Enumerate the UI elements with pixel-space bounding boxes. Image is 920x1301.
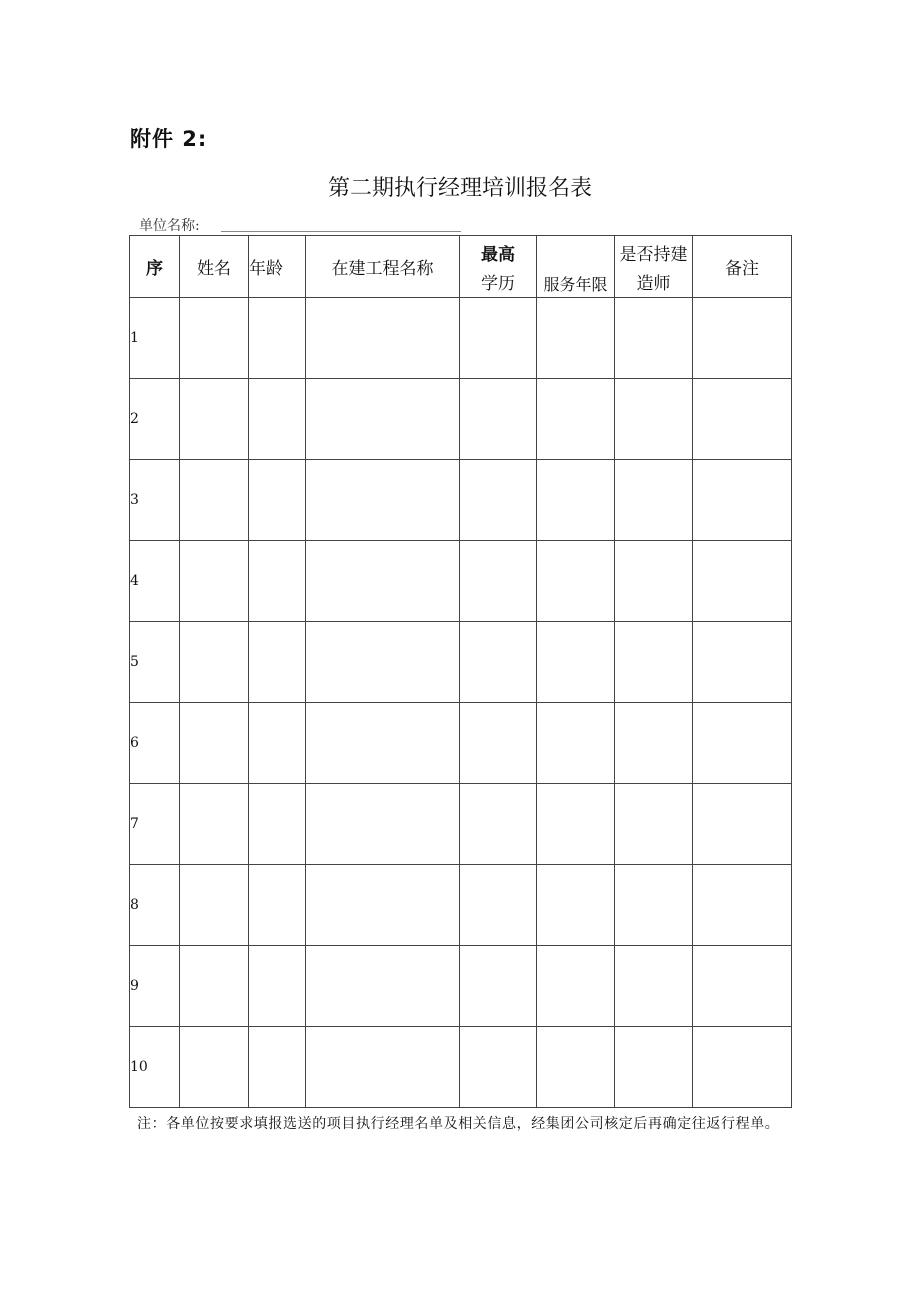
table-row xyxy=(130,784,792,865)
constructor-cell[interactable] xyxy=(615,703,693,784)
project-cell[interactable] xyxy=(306,946,460,1027)
age-cell[interactable] xyxy=(249,784,306,865)
service-years-cell[interactable] xyxy=(537,379,615,460)
constructor-cell[interactable] xyxy=(615,946,693,1027)
age-cell[interactable] xyxy=(249,703,306,784)
name-cell[interactable] xyxy=(180,622,249,703)
education-cell[interactable] xyxy=(460,703,537,784)
project-cell[interactable] xyxy=(306,541,460,622)
service-years-cell[interactable] xyxy=(537,460,615,541)
header-constructor: 是否持建 造师 xyxy=(615,236,693,298)
project-cell[interactable] xyxy=(306,379,460,460)
row-number: 1 xyxy=(130,298,180,379)
constructor-cell[interactable] xyxy=(615,622,693,703)
name-cell[interactable] xyxy=(180,1027,249,1108)
education-cell[interactable] xyxy=(460,784,537,865)
table-row xyxy=(130,541,792,622)
table-row xyxy=(130,703,792,784)
project-cell[interactable] xyxy=(306,784,460,865)
education-cell[interactable] xyxy=(460,541,537,622)
remarks-cell[interactable] xyxy=(693,784,792,865)
row-number: 8 xyxy=(130,865,180,946)
project-cell[interactable] xyxy=(306,703,460,784)
age-cell[interactable] xyxy=(249,1027,306,1108)
project-cell[interactable] xyxy=(306,622,460,703)
name-cell[interactable] xyxy=(180,541,249,622)
constructor-cell[interactable] xyxy=(615,784,693,865)
row-number: 9 xyxy=(130,946,180,1027)
education-cell[interactable] xyxy=(460,1027,537,1108)
constructor-cell[interactable] xyxy=(615,460,693,541)
header-name: 姓名 xyxy=(180,236,249,298)
header-age: 年龄 xyxy=(249,236,306,298)
table-row xyxy=(130,865,792,946)
service-years-cell[interactable] xyxy=(537,946,615,1027)
table-row xyxy=(130,298,792,379)
service-years-cell[interactable] xyxy=(537,1027,615,1108)
service-years-cell[interactable] xyxy=(537,622,615,703)
remarks-cell[interactable] xyxy=(693,379,792,460)
project-cell[interactable] xyxy=(306,460,460,541)
education-cell[interactable] xyxy=(460,946,537,1027)
footnote: 注：各单位按要求填报选送的项目执行经理名单及相关信息，经集团公司核定后再确定往返行程单。 xyxy=(137,1116,780,1132)
row-number: 10 xyxy=(130,1027,180,1108)
header-row xyxy=(130,236,792,298)
service-years-cell[interactable] xyxy=(537,298,615,379)
table-row xyxy=(130,622,792,703)
remarks-cell[interactable] xyxy=(693,703,792,784)
row-number: 4 xyxy=(130,541,180,622)
education-cell[interactable] xyxy=(460,865,537,946)
header-seq: 序 xyxy=(130,236,180,298)
project-cell[interactable] xyxy=(306,1027,460,1108)
education-cell[interactable] xyxy=(460,379,537,460)
age-cell[interactable] xyxy=(249,379,306,460)
name-cell[interactable] xyxy=(180,298,249,379)
remarks-cell[interactable] xyxy=(693,460,792,541)
table-row xyxy=(130,1027,792,1108)
constructor-cell[interactable] xyxy=(615,541,693,622)
remarks-cell[interactable] xyxy=(693,298,792,379)
unit-name-blank[interactable] xyxy=(221,231,461,232)
age-cell[interactable] xyxy=(249,622,306,703)
table-row xyxy=(130,379,792,460)
constructor-cell[interactable] xyxy=(615,865,693,946)
name-cell[interactable] xyxy=(180,379,249,460)
constructor-cell[interactable] xyxy=(615,298,693,379)
name-cell[interactable] xyxy=(180,784,249,865)
name-cell[interactable] xyxy=(180,865,249,946)
row-number: 3 xyxy=(130,460,180,541)
row-number: 5 xyxy=(130,622,180,703)
row-number: 7 xyxy=(130,784,180,865)
header-project: 在建工程名称 xyxy=(306,236,460,298)
header-service-years: 服务年限 xyxy=(537,236,615,298)
age-cell[interactable] xyxy=(249,460,306,541)
project-cell[interactable] xyxy=(306,865,460,946)
age-cell[interactable] xyxy=(249,541,306,622)
service-years-cell[interactable] xyxy=(537,865,615,946)
age-cell[interactable] xyxy=(249,946,306,1027)
education-cell[interactable] xyxy=(460,622,537,703)
remarks-cell[interactable] xyxy=(693,1027,792,1108)
remarks-cell[interactable] xyxy=(693,865,792,946)
education-cell[interactable] xyxy=(460,460,537,541)
constructor-cell[interactable] xyxy=(615,1027,693,1108)
remarks-cell[interactable] xyxy=(693,946,792,1027)
row-number: 2 xyxy=(130,379,180,460)
header-education: 最高 学历 xyxy=(460,236,537,298)
constructor-cell[interactable] xyxy=(615,379,693,460)
age-cell[interactable] xyxy=(249,865,306,946)
form-title: 第二期执行经理培训报名表 xyxy=(327,176,592,201)
unit-name-label: 单位名称: xyxy=(139,218,200,234)
name-cell[interactable] xyxy=(180,946,249,1027)
education-cell[interactable] xyxy=(460,298,537,379)
name-cell[interactable] xyxy=(180,703,249,784)
service-years-cell[interactable] xyxy=(537,703,615,784)
table-row xyxy=(130,946,792,1027)
project-cell[interactable] xyxy=(306,298,460,379)
row-number: 6 xyxy=(130,703,180,784)
service-years-cell[interactable] xyxy=(537,784,615,865)
table-row xyxy=(130,460,792,541)
header-remarks: 备注 xyxy=(693,236,792,298)
remarks-cell[interactable] xyxy=(693,622,792,703)
attachment-label: 附件 2: xyxy=(130,127,208,151)
registration-table xyxy=(129,235,792,1108)
remarks-cell[interactable] xyxy=(693,541,792,622)
service-years-cell[interactable] xyxy=(537,541,615,622)
age-cell[interactable] xyxy=(249,298,306,379)
name-cell[interactable] xyxy=(180,460,249,541)
